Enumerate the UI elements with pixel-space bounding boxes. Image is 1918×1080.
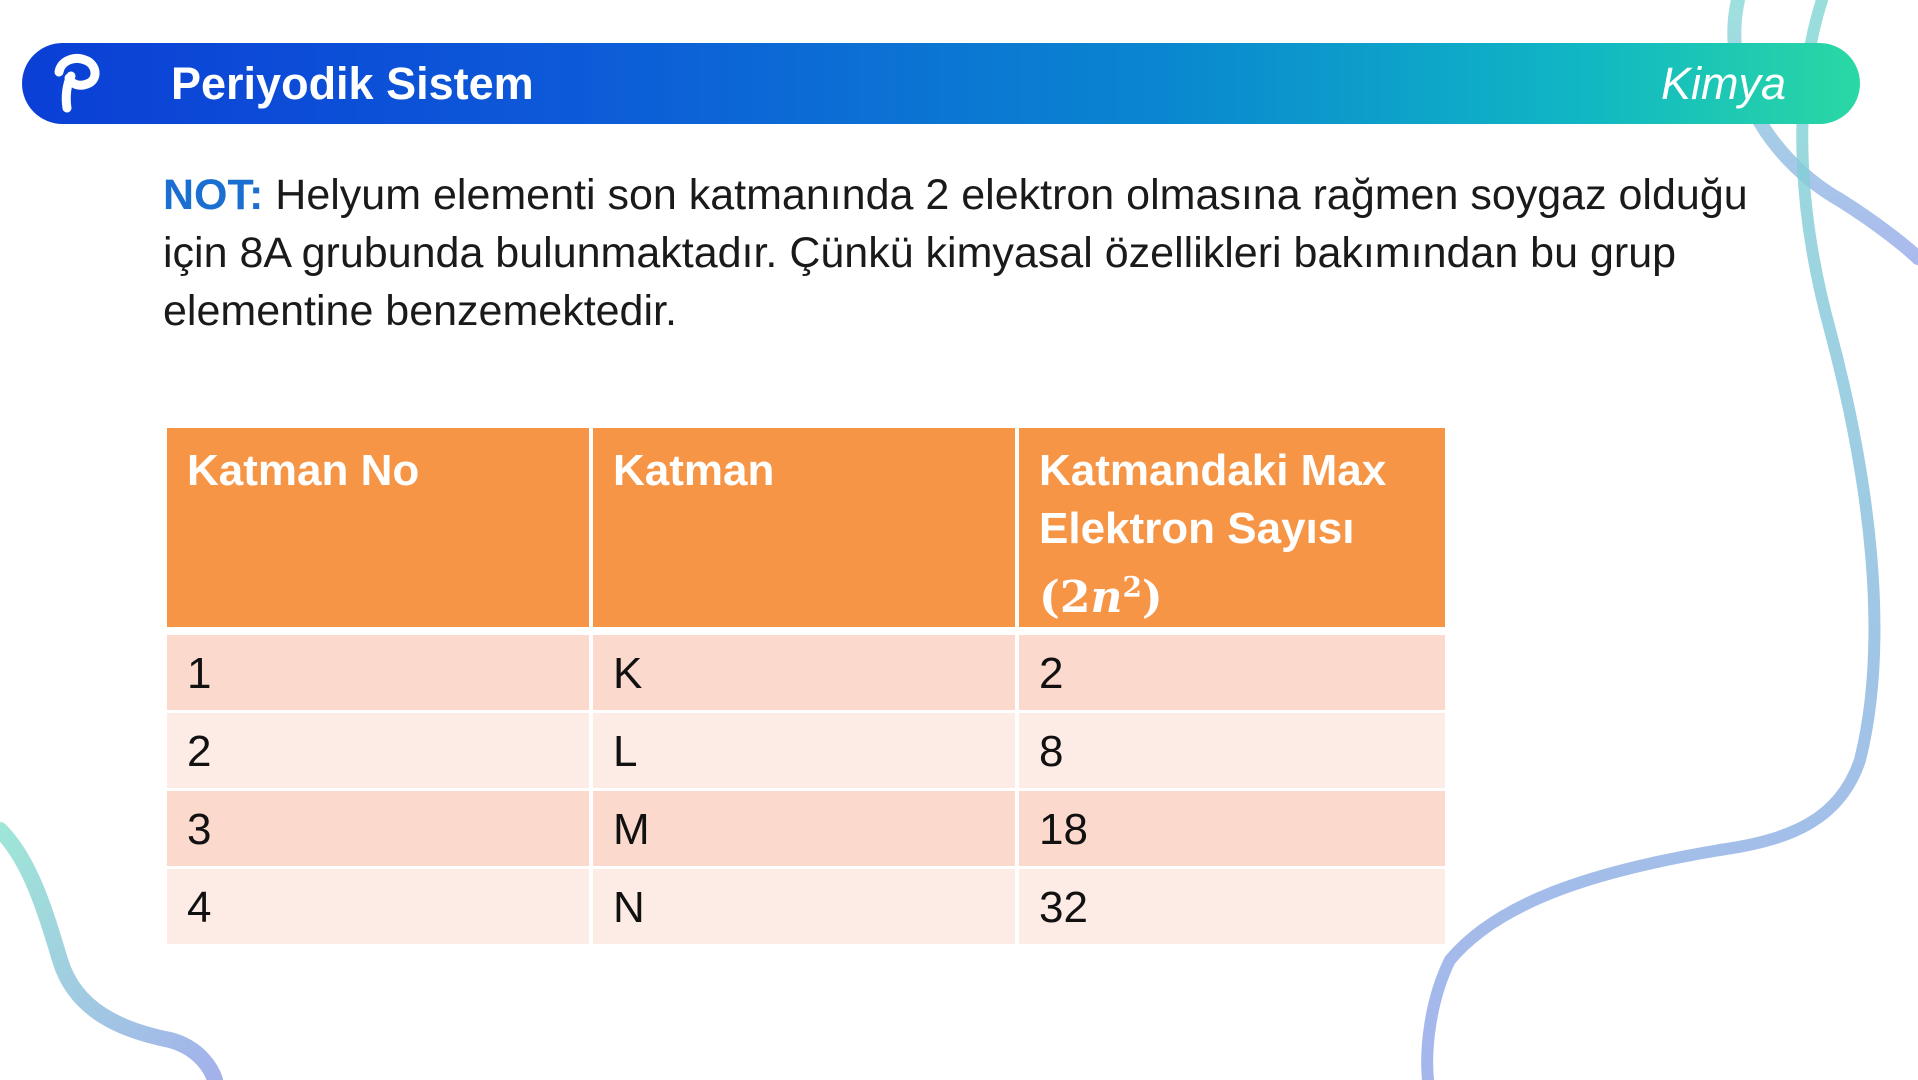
cell-layer: M bbox=[593, 791, 1019, 869]
cell-layer-number: 2 bbox=[167, 713, 593, 791]
electron-shell-table bbox=[167, 428, 1445, 947]
note-text: Helyum elementi son katmanında 2 elektron olmasına rağmen soygaz olduğu için 8A grubunda bulunmaktadır. Çünkü kimyasal özellikleri bakımından bu grup elementine benzemektedir. bbox=[163, 171, 1748, 335]
formula-open: (2 bbox=[1039, 571, 1091, 623]
cell-layer: L bbox=[593, 713, 1019, 791]
cell-max-electrons: 2 bbox=[1019, 635, 1445, 713]
header-layer: Katman bbox=[593, 428, 1019, 635]
cell-layer-number: 4 bbox=[167, 869, 593, 947]
note-label: NOT: bbox=[163, 171, 264, 219]
cell-layer-number: 1 bbox=[167, 635, 593, 713]
cell-layer-number: 3 bbox=[167, 791, 593, 869]
page-title: Periyodik Sistem bbox=[171, 58, 534, 109]
note-paragraph bbox=[163, 166, 1783, 340]
table-row bbox=[167, 869, 1445, 947]
formula-close: ) bbox=[1141, 571, 1163, 623]
shell-table bbox=[167, 428, 1445, 947]
cell-layer: N bbox=[593, 869, 1019, 947]
header-layer-number: Katman No bbox=[167, 428, 593, 635]
subject-label: Kimya bbox=[1660, 58, 1786, 109]
table-row bbox=[167, 791, 1445, 869]
cell-max-electrons: 8 bbox=[1019, 713, 1445, 791]
brand-logo-icon bbox=[45, 50, 109, 114]
table-row bbox=[167, 635, 1445, 713]
formula-variable: n bbox=[1090, 571, 1123, 623]
cell-max-electrons: 18 bbox=[1019, 791, 1445, 869]
cell-max-electrons: 32 bbox=[1019, 869, 1445, 947]
table-row bbox=[167, 713, 1445, 791]
formula-exponent: 2 bbox=[1122, 570, 1142, 603]
table-header-row bbox=[167, 428, 1445, 635]
header-max-electrons-label: Katmandaki Max Elektron Sayısı bbox=[1039, 446, 1387, 553]
cell-layer: K bbox=[593, 635, 1019, 713]
formula-2n-squared bbox=[1039, 572, 1163, 623]
header-max-electrons bbox=[1019, 428, 1445, 635]
